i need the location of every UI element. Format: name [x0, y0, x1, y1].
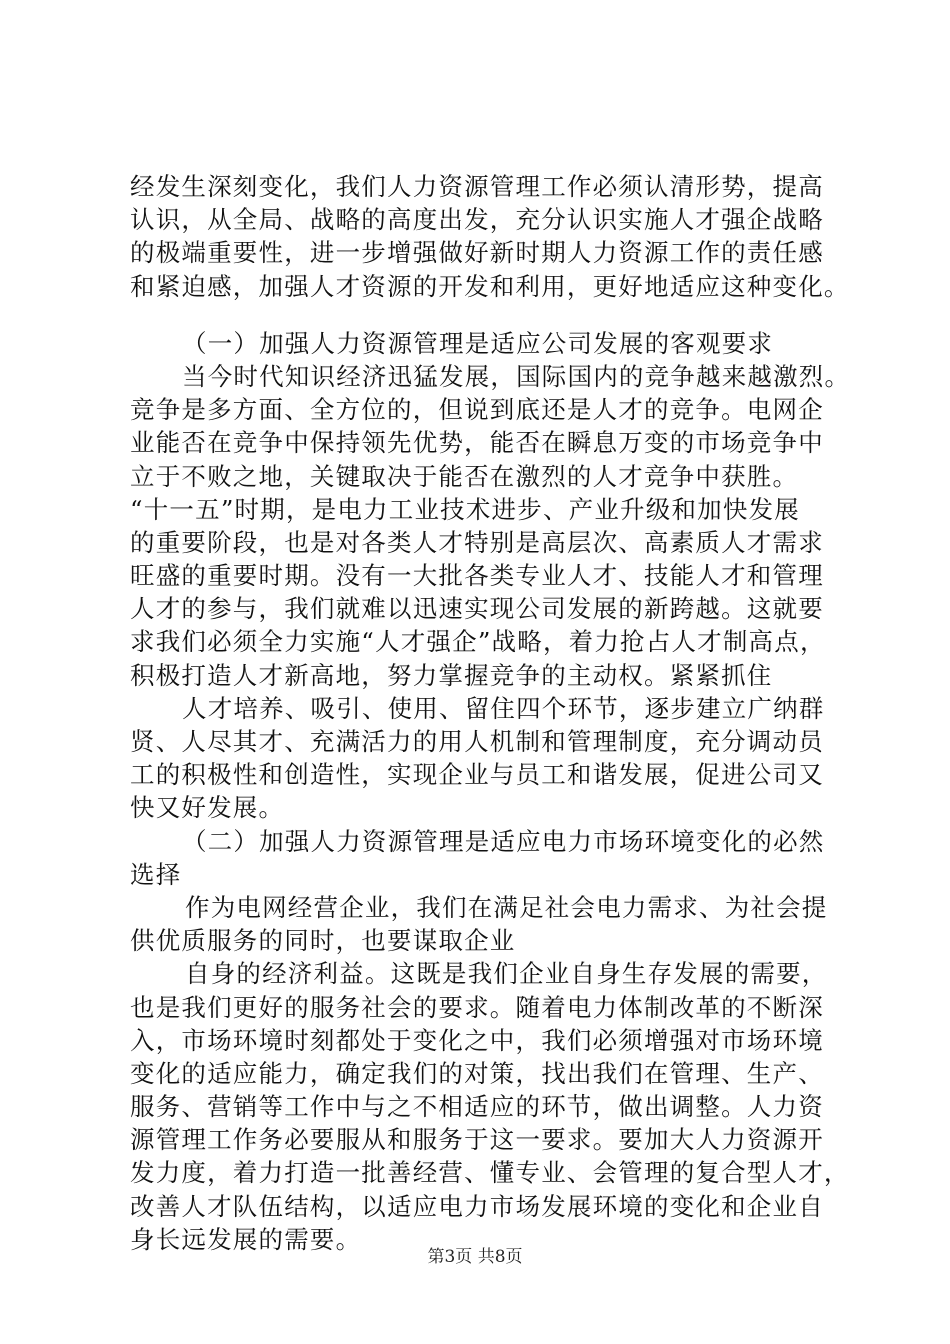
- text-line: 认识，从全局、战略的高度出发，充分认识实施人才强企战略: [130, 205, 824, 235]
- text-line: 的重要阶段，也是对各类人才特别是高层次、高素质人才需求: [130, 527, 824, 557]
- text-line: 变化的适应能力，确定我们的对策，找出我们在管理、生产、: [130, 1058, 824, 1088]
- page-footer: 第3页 共8页: [427, 1247, 523, 1267]
- text-line: 也是我们更好的服务社会的要求。随着电力体制改革的不断深: [130, 992, 824, 1022]
- text-line: 的极端重要性，进一步增强做好新时期人力资源工作的责任感: [130, 238, 824, 268]
- text-line: 快又好发展。: [130, 793, 285, 823]
- text-line: 旺盛的重要时期。没有一大批各类专业人才、技能人才和管理: [130, 561, 824, 591]
- text-line: 源管理工作务必要服从和服务于这一要求。要加大人力资源开: [130, 1125, 824, 1155]
- text-line: 立于不败之地，关键取决于能否在激烈的人才竞争中获胜。: [130, 461, 799, 491]
- paragraph-gap: [130, 303, 830, 327]
- text-line: 选择: [130, 859, 182, 889]
- text-line: 当今时代知识经济迅猛发展，国际国内的竞争越来越激烈。: [182, 361, 851, 391]
- text-line: 求我们必须全力实施“人才强企”战略，着力抢占人才制高点，: [130, 627, 826, 657]
- section-heading-1: （一）加强人力资源管理是适应公司发展的客观要求: [182, 328, 774, 358]
- text-line: 贤、人尽其才、充满活力的用人机制和管理制度，充分调动员: [130, 727, 824, 756]
- text-line: （二）加强人力资源管理是适应电力市场环境变化的必然: [182, 826, 825, 856]
- text-line: “十一五”时期，是电力工业技术进步、产业升级和加快发展: [130, 494, 800, 524]
- text-line: 竞争是多方面、全方位的，但说到底还是人才的竞争。电网企: [130, 395, 824, 425]
- text-line: 发力度，着力打造一批善经营、懂专业、会管理的复合型人才，: [130, 1158, 850, 1188]
- section-heading-2: [130, 825, 830, 891]
- paragraph-4: [130, 891, 830, 957]
- paragraph-1: [130, 170, 850, 303]
- text-line: 身长远发展的需要。: [130, 1224, 362, 1254]
- text-line: 人才的参与，我们就难以迅速实现公司发展的新跨越。这就要: [130, 594, 824, 624]
- text-line: 作为电网经营企业，我们在满足社会电力需求、为社会提: [185, 892, 828, 922]
- text-line: 改善人才队伍结构，以适应电力市场发展环境的变化和企业自: [130, 1191, 824, 1221]
- text-line: 自身的经济利益。这既是我们企业自身生存发展的需要，: [185, 959, 828, 989]
- text-line: 服务、营销等工作中与之不相适应的环节，做出调整。人力资: [130, 1092, 824, 1122]
- text-line: 积极打造人才新高地，努力掌握竞争的主动权。紧紧抓住: [130, 660, 773, 690]
- text-line: 入，市场环境时刻都处于变化之中，我们必须增强对市场环境: [130, 1025, 824, 1055]
- text-line: 业能否在竞争中保持领先优势，能否在瞬息万变的市场竞争中: [130, 428, 824, 458]
- document-body: [130, 170, 851, 1256]
- text-line: 工的积极性和创造性，实现企业与员工和谐发展，促进公司又: [130, 760, 824, 790]
- paragraph-3: [130, 692, 830, 825]
- text-line: 经发生深刻变化，我们人力资源管理工作必须认清形势，提高: [130, 172, 824, 201]
- text-line: 供优质服务的同时，也要谋取企业: [130, 926, 516, 956]
- text-line: 和紧迫感，加强人才资源的开发和利用，更好地适应这种变化。: [130, 271, 850, 301]
- text-line: 人才培养、吸引、使用、留住四个环节，逐步建立广纳群: [182, 693, 825, 723]
- paragraph-2: [130, 360, 851, 692]
- paragraph-5: [130, 957, 850, 1256]
